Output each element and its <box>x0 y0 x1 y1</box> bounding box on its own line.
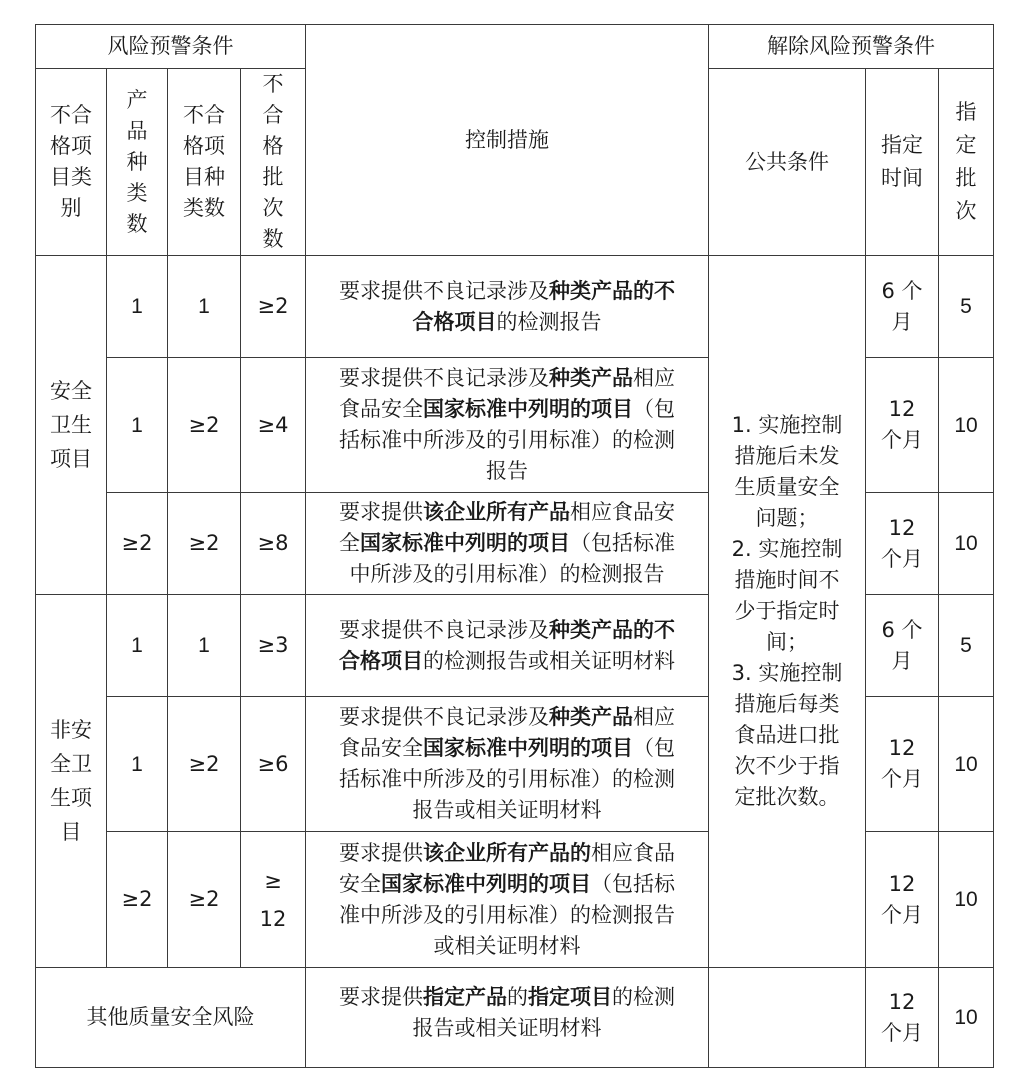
risk-warning-table <box>35 24 994 1068</box>
cell-line: 12 <box>888 989 916 1014</box>
cell-line: 6 个 <box>881 617 923 642</box>
measure-text: 食品安全 <box>339 397 423 421</box>
measure-text: （包 <box>633 736 675 760</box>
measure-text: 中所涉及的引用标准）的检测报告 <box>349 562 665 586</box>
cell-line: 1. 实施控制 <box>731 413 843 437</box>
measure-text: （包括标 <box>591 871 675 896</box>
row-1-control-measure <box>306 256 709 358</box>
emphasis-text: 指定项目 <box>528 985 612 1009</box>
cell-line: 月 <box>891 309 913 334</box>
category-column-header <box>36 69 107 256</box>
release-conditions-header: 解除风险预警条件 <box>709 25 994 69</box>
cell-line: 类 <box>126 180 148 205</box>
cell-line: 间； <box>766 630 808 654</box>
measure-text: 括标准中所涉及的引用标准）的检测 <box>339 428 675 452</box>
measure-text: 的 <box>507 985 528 1009</box>
measure-text: 要求提供 <box>339 500 423 524</box>
specified-batches-header <box>939 69 994 256</box>
cell-line: 种 <box>126 149 148 174</box>
row-5-batch: 10 <box>939 697 994 832</box>
measure-line <box>306 615 708 646</box>
cell-line: 批 <box>955 166 977 190</box>
measure-text: 或相关证明材料 <box>433 933 581 958</box>
measure-text: （包括标准 <box>570 531 675 555</box>
cell-line: 月 <box>891 648 913 673</box>
specified-time-header <box>866 69 939 256</box>
other-common-cell <box>709 968 866 1068</box>
measure-line <box>306 900 708 931</box>
measure-text: 相应 <box>633 366 675 390</box>
measure-text: 要求提供 <box>339 985 423 1009</box>
row-2-batches: ≥4 <box>241 358 306 493</box>
row-5-product-types: 1 <box>107 697 168 832</box>
cell-line: 产 <box>126 87 148 112</box>
row-6-time <box>866 832 939 968</box>
cell-line: 12 <box>888 397 916 421</box>
cell-line: 次不少于指 <box>734 754 840 778</box>
cell-line: 措施后未发 <box>734 444 840 468</box>
cell-line: 个月 <box>881 1020 923 1045</box>
measure-text: 报告 <box>486 459 528 483</box>
emphasis-text: 合格项目 <box>412 309 497 334</box>
row-4-item-types: 1 <box>168 595 241 697</box>
cell-line: 12 <box>888 515 916 540</box>
emphasis-text: 指定产品 <box>423 985 507 1009</box>
measure-text: 全 <box>339 531 360 555</box>
row-6-item-types: ≥2 <box>168 832 241 968</box>
cell-line: 时间 <box>881 166 923 190</box>
cell-line: 次 <box>262 196 284 220</box>
measure-text: 要求提供不良记录涉及 <box>339 366 549 390</box>
emphasis-text: 合格项目 <box>339 648 423 673</box>
cell-line: 少于指定时 <box>734 599 840 623</box>
row-3-product-types: ≥2 <box>107 493 168 595</box>
cell-line: 目 <box>60 820 82 844</box>
row-2-product-types: 1 <box>107 358 168 493</box>
measure-text: 要求提供不良记录涉及 <box>339 617 549 642</box>
cell-line: 项目 <box>50 447 92 471</box>
measure-line <box>306 276 708 307</box>
cell-line: 2. 实施控制 <box>731 537 843 561</box>
measure-text: （包 <box>633 397 675 421</box>
row-6-product-types: ≥2 <box>107 832 168 968</box>
product-types-column-header <box>107 69 168 256</box>
emphasis-text: 种类产品 <box>549 705 633 729</box>
cell-line: 3. 实施控制 <box>731 661 843 685</box>
measure-text: 准中所涉及的引用标准）的检测报告 <box>339 902 675 927</box>
cell-line: 安全 <box>50 379 92 403</box>
row-1-time <box>866 256 939 358</box>
category-other-risk: 其他质量安全风险 <box>36 968 306 1068</box>
row-4-batches: ≥3 <box>241 595 306 697</box>
emphasis-text: 国家标准中列明的项目 <box>360 531 570 555</box>
measure-line <box>306 764 708 795</box>
measure-text: 括标准中所涉及的引用标准）的检测 <box>339 767 675 791</box>
row-2-batch: 10 <box>939 358 994 493</box>
measure-line <box>306 931 708 962</box>
measure-line <box>306 528 708 559</box>
row-4-product-types: 1 <box>107 595 168 697</box>
row-4-control-measure <box>306 595 709 697</box>
other-batch: 10 <box>939 968 994 1068</box>
row-1-batch: 5 <box>939 256 994 358</box>
measure-text: 相应食品 <box>591 840 675 865</box>
measure-line <box>306 497 708 528</box>
cell-line: 问题； <box>755 506 819 530</box>
cell-line: 12 <box>259 906 287 931</box>
row-1-product-types: 1 <box>107 256 168 358</box>
cell-line: 次 <box>955 199 977 223</box>
emphasis-text: 国家标准中列明的项目 <box>423 736 633 760</box>
row-5-batches: ≥6 <box>241 697 306 832</box>
cell-line: ≥ <box>264 868 282 893</box>
row-3-time <box>866 493 939 595</box>
cell-line: 格项 <box>50 134 92 158</box>
emphasis-text: 种类产品的不 <box>549 617 675 642</box>
measure-line <box>306 425 708 456</box>
common-conditions-header: 公共条件 <box>709 69 866 256</box>
measure-line <box>306 394 708 425</box>
measure-line <box>306 795 708 826</box>
item-types-column-header <box>168 69 241 256</box>
batches-column-header <box>241 69 306 256</box>
measure-line <box>306 838 708 869</box>
other-time <box>866 968 939 1068</box>
measure-text: 的检测报告 <box>496 309 602 334</box>
row-5-control-measure <box>306 697 709 832</box>
cell-line: 格 <box>262 134 284 158</box>
emphasis-text: 该企业所有产品 <box>423 500 570 524</box>
cell-line: 类数 <box>183 196 225 220</box>
cell-line: 措施时间不 <box>734 568 840 592</box>
cell-line: 卫生 <box>50 413 92 437</box>
cell-line: 不 <box>262 72 284 96</box>
cell-line: 12 <box>888 736 916 760</box>
other-control-measure <box>306 968 709 1068</box>
row-4-batch: 5 <box>939 595 994 697</box>
measure-line <box>306 733 708 764</box>
measure-text: 要求提供 <box>339 840 423 865</box>
row-5-item-types: ≥2 <box>168 697 241 832</box>
row-3-batches: ≥8 <box>241 493 306 595</box>
cell-line: 品 <box>126 118 148 143</box>
emphasis-text: 该企业所有产品的 <box>423 840 591 865</box>
measure-line <box>306 456 708 487</box>
common-conditions <box>709 256 866 968</box>
cell-line: 指 <box>955 100 977 124</box>
measure-text: 要求提供不良记录涉及 <box>339 278 549 303</box>
measure-line <box>306 307 708 338</box>
emphasis-text: 国家标准中列明的项目 <box>423 397 633 421</box>
row-5-time <box>866 697 939 832</box>
cell-line: 目种 <box>183 165 225 189</box>
measure-line <box>306 363 708 394</box>
cell-line: 合 <box>262 103 284 127</box>
cell-line: 指定 <box>881 133 923 157</box>
cell-line: 个月 <box>881 767 923 791</box>
measure-line <box>306 559 708 590</box>
cell-line: 6 个 <box>881 278 923 303</box>
measure-line <box>306 646 708 677</box>
row-2-control-measure <box>306 358 709 493</box>
emphasis-text: 种类产品的不 <box>549 278 675 303</box>
row-1-item-types: 1 <box>168 256 241 358</box>
row-3-batch: 10 <box>939 493 994 595</box>
cell-line: 措施后每类 <box>734 692 840 716</box>
row-6-batch: 10 <box>939 832 994 968</box>
cell-line: 个月 <box>881 546 923 571</box>
measure-line <box>306 1013 708 1044</box>
row-3-item-types: ≥2 <box>168 493 241 595</box>
cell-line: 食品进口批 <box>734 723 840 747</box>
control-measures-header: 控制措施 <box>306 25 709 256</box>
cell-line: 全卫 <box>50 752 92 776</box>
measure-line <box>306 702 708 733</box>
measure-line <box>306 982 708 1013</box>
cell-line: 数 <box>126 211 148 236</box>
measure-text: 安全 <box>339 871 381 896</box>
measure-line <box>306 869 708 900</box>
cell-line: 批 <box>262 165 284 189</box>
measure-text: 的检测报告或相关证明材料 <box>423 648 675 673</box>
cell-line: 生项 <box>50 786 92 810</box>
measure-text: 相应 <box>633 705 675 729</box>
measure-text: 食品安全 <box>339 736 423 760</box>
cell-line: 12 <box>888 871 916 896</box>
row-4-time <box>866 595 939 697</box>
emphasis-text: 国家标准中列明的项目 <box>381 871 591 896</box>
cell-line: 不合 <box>183 103 225 127</box>
cell-line: 不合 <box>50 103 92 127</box>
measure-text: 报告或相关证明材料 <box>412 798 602 822</box>
cell-line: 个月 <box>881 902 923 927</box>
row-1-batches: ≥2 <box>241 256 306 358</box>
cell-line: 目类 <box>50 165 92 189</box>
cell-line: 数 <box>262 227 284 251</box>
category-non-safety <box>36 595 107 968</box>
measure-text: 的检测 <box>612 985 675 1009</box>
measure-text: 相应食品安 <box>570 500 675 524</box>
row-6-control-measure <box>306 832 709 968</box>
row-2-time <box>866 358 939 493</box>
cell-line: 别 <box>60 196 82 220</box>
measure-text: 要求提供不良记录涉及 <box>339 705 549 729</box>
cell-line: 非安 <box>50 718 92 742</box>
emphasis-text: 种类产品 <box>549 366 633 390</box>
cell-line: 个月 <box>881 428 923 452</box>
cell-line: 格项 <box>183 134 225 158</box>
cell-line: 定 <box>955 133 977 157</box>
row-6-batches <box>241 832 306 968</box>
measure-text: 报告或相关证明材料 <box>412 1016 602 1040</box>
row-3-control-measure <box>306 493 709 595</box>
cell-line: 生质量安全 <box>734 475 840 499</box>
row-2-item-types: ≥2 <box>168 358 241 493</box>
cell-line: 定批次数。 <box>734 785 840 809</box>
category-safety <box>36 256 107 595</box>
warning-conditions-header: 风险预警条件 <box>36 25 306 69</box>
